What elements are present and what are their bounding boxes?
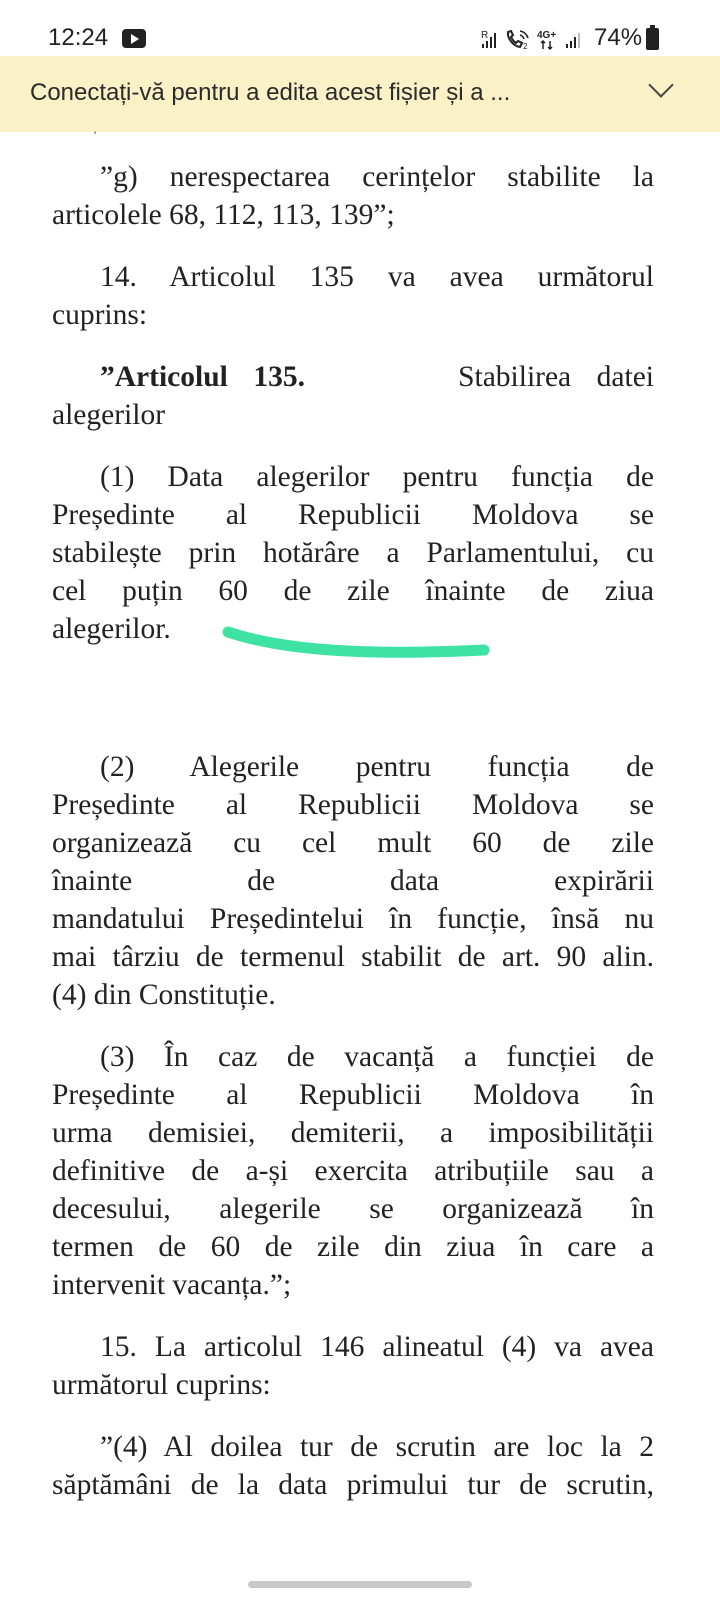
status-time: 12:24 xyxy=(48,24,109,51)
text-line: ”(4) Al doilea tur de scrutin are loc la 2 xyxy=(100,1431,654,1463)
paragraph-2 xyxy=(52,748,654,1014)
battery-icon xyxy=(646,28,659,50)
signal-r-icon xyxy=(480,28,500,50)
navigation-handle[interactable] xyxy=(248,1581,472,1588)
paragraph-g xyxy=(52,158,654,234)
text-line: mandatului Președintelui în funcție, însă nu xyxy=(52,903,654,935)
cell-signal-icon xyxy=(564,28,584,50)
status-bar xyxy=(0,0,720,56)
text-line: termen de 60 de zile din ziua în care a xyxy=(52,1231,654,1263)
article-135-subject: Stabilirea datei xyxy=(458,361,655,393)
text-line: înainte de data expirării xyxy=(52,865,654,897)
text-line: intervenit vacanța.”; xyxy=(52,1269,292,1301)
text-line: (3) În caz de vacanță a funcției de xyxy=(100,1041,654,1073)
svg-text:R: R xyxy=(481,30,489,41)
text-line: următorul cuprins: xyxy=(52,1369,271,1401)
text-line: ”g) nerespectarea cerințelor stabilite la xyxy=(100,161,654,193)
text-line: decesului, alegerile se organizează în xyxy=(52,1193,654,1225)
highlight-stroke xyxy=(222,620,492,660)
text-line xyxy=(52,358,654,396)
text-line: cel puțin 60 de zile înainte de ziua xyxy=(52,575,654,607)
text-line: definitive de a-și exercita atribuțiile sau a xyxy=(52,1155,654,1187)
paragraph-4 xyxy=(52,1428,654,1504)
banner-text: Conectați-vă pentru a edita acest fișier și a ... xyxy=(30,79,511,106)
wifi-call-icon xyxy=(504,28,532,50)
text-line: (1) Data alegerilor pentru funcția de xyxy=(100,461,654,493)
battery-level: 74% xyxy=(594,24,643,51)
paragraph-3 xyxy=(52,1038,654,1304)
text-line: Președinte al Republicii Moldova în xyxy=(52,1079,654,1111)
text-line: alegerilor. xyxy=(52,613,171,645)
youtube-icon xyxy=(122,29,146,48)
text-line: urma demisiei, demiterii, a imposibilității xyxy=(52,1117,654,1149)
text-line: (2) Alegerile pentru funcția de xyxy=(100,751,654,783)
text-line: articolele 68, 112, 113, 139”; xyxy=(52,199,395,231)
paragraph-item-14 xyxy=(52,258,654,334)
text-line: Președinte al Republicii Moldova se xyxy=(52,789,654,821)
text-line: 14. Articolul 135 va avea următorul xyxy=(100,261,654,293)
text-line: săptămâni de la data primului tur de scrutin, xyxy=(52,1469,654,1501)
paragraph-item-15 xyxy=(52,1328,654,1404)
text-line: 15. La articolul 146 alineatul (4) va avea xyxy=(100,1331,654,1363)
svg-text:2: 2 xyxy=(523,42,528,50)
text-line: organizează cu cel mult 60 de zile xyxy=(52,827,654,859)
text-line: cuprins: xyxy=(52,299,148,331)
svg-text:4G+: 4G+ xyxy=(537,30,557,41)
sign-in-banner[interactable] xyxy=(0,56,720,132)
text-line: mai târziu de termenul stabilit de art. 90 alin. xyxy=(52,941,654,973)
text-line: (4) din Constituție. xyxy=(52,979,276,1011)
text-line: alegerilor xyxy=(52,399,166,431)
text-line: stabilește prin hotărâre a Parlamentului, cu xyxy=(52,537,654,569)
4g-plus-icon xyxy=(536,28,560,50)
document-body xyxy=(52,132,654,1504)
text-line: Președinte al Republicii Moldova se xyxy=(52,499,654,531)
article-135-heading: ”Articolul 135. xyxy=(100,361,305,393)
article-135-title xyxy=(52,358,654,434)
